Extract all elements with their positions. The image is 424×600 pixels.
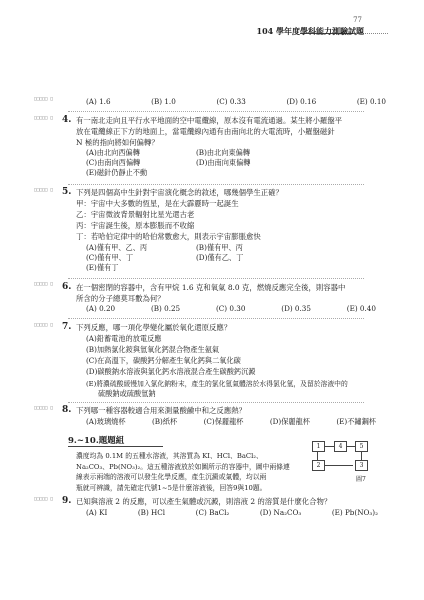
page-number: 77: [353, 16, 362, 24]
section-title: 9.~10.題題組: [68, 436, 125, 446]
q5-option-d: (D)僅有乙、丁: [196, 253, 244, 262]
passage-line: 線表示兩端的溶液可以發生化學反應，產生沉澱或氣體，均以兩: [76, 473, 267, 481]
figure-caption: 圖7: [356, 476, 366, 483]
q8-option-a: (A)玻璃燒杯: [86, 417, 126, 426]
section-passage: [76, 451, 306, 493]
q9-option-e: (E) Pb(NO₃)₂: [331, 508, 378, 517]
question-5-options: [86, 243, 326, 273]
container-4: 4: [334, 441, 347, 452]
answer-mark-box: □□□□□ □: [34, 97, 53, 102]
separator: [68, 278, 364, 279]
q4-option-a: (A)由北向西偏轉: [86, 148, 140, 157]
answer-mark-box: □□□□□ □: [34, 116, 53, 121]
question-line: 在一個密閉的容器中，含有甲烷 1.6 克和氧氣 8.0 克，燃燒反應完全後，則容器中: [76, 283, 346, 292]
answer-mark-box: □□□□□ □: [34, 323, 53, 328]
q3-options: [86, 97, 386, 106]
q6-option-b: (B) 0.25: [150, 304, 181, 313]
q7-option-e: (E)將濃硫酸緩慢加入氯化鈉粉末，產生的氯化氫氣體溶於水得氯化氫，及留於溶液中的: [86, 380, 348, 388]
question-8-number: 8.: [62, 405, 72, 415]
q8-option-b: (B)紙杯: [151, 417, 178, 426]
q6-option-a: (A) 0.20: [86, 304, 116, 313]
q4-option-b: (B)由北向東偏轉: [196, 148, 251, 157]
q3-option-c: (C) 0.33: [216, 97, 246, 106]
q7-option-d: (D)碳酸鈉水溶液與氯化鈣水溶液混合產生碳酸鈣沉澱: [86, 367, 256, 376]
q5-option-a: (A)僅有甲、乙、丙: [86, 243, 148, 252]
question-4-options: [86, 148, 326, 178]
passage-line: Na₂CO₃、Pb(NO₃)₂。這五種溶液放於如圖所示的容器中，圖中兩條連: [76, 462, 290, 471]
container-diagram: [312, 441, 382, 483]
question-8-options: [86, 417, 376, 427]
question-line: 下列哪一種容器較適合用來測量酸鹼中和之反應熱？: [76, 406, 246, 415]
question-line: 下列是四個高中生針對宇宙演化概念的敘述，哪幾個學生正確？: [76, 188, 283, 197]
q7-option-b: (B)加熱氯化銨與氫氧化鈣混合物產生氨氣: [86, 345, 220, 354]
question-6-options: [86, 304, 376, 313]
question-7-options: [86, 334, 386, 400]
q3-option-a: (A) 1.6: [86, 97, 111, 106]
q8-option-d: (D)保麗龍杯: [269, 417, 310, 426]
separator: [68, 111, 364, 112]
page-title: 104 學年度學科能力測驗試題: [256, 26, 364, 36]
q9-option-c: (C) BaCl₂: [195, 508, 230, 517]
question-line: 甲：宇宙中大多數的恆星，是在大霹靂時一起誕生: [76, 199, 239, 208]
question-5-text: [76, 187, 376, 242]
q9-option-d: (D) Na₂CO₃: [259, 508, 302, 517]
answer-mark-box: □□□□□ □: [34, 282, 53, 287]
q3-option-d: (D) 0.16: [286, 97, 317, 106]
question-9-number: 9.: [62, 496, 72, 506]
question-7-text: [76, 322, 376, 333]
answer-mark-box: □□□□□ □: [34, 497, 53, 502]
q3-option-b: (B) 1.0: [151, 97, 176, 106]
q5-option-e: (E)僅有丁: [86, 263, 119, 272]
question-9-text: [76, 496, 376, 507]
q7-option-a: (A)鉛蓄電池的放電反應: [86, 334, 162, 343]
q4-option-d: (D)由南向東偏轉: [196, 158, 251, 167]
question-4-text: [76, 115, 376, 148]
passage-line: 濃度均為 0.1M 的五種水溶液，其溶質為 KI、HCl、BaCl₂、: [76, 452, 263, 460]
passage-line: 瓶就可辨識，請先確定代號1~5是什麼溶液後，回答9與10題。: [76, 483, 267, 492]
q6-option-d: (D) 0.35: [281, 304, 311, 313]
question-7-number: 7.: [62, 322, 72, 332]
q5-option-b: (B)僅有甲、丙: [196, 243, 243, 252]
question-line: 丙：宇宙誕生後，原本膨脹而不收縮: [76, 221, 195, 230]
question-line: 所含的分子總莫耳數為何？: [76, 294, 165, 303]
q9-option-a: (A) KI: [86, 508, 108, 517]
q6-option-c: (C) 0.30: [216, 304, 246, 313]
separator: [68, 184, 364, 185]
question-6-number: 6.: [62, 282, 72, 292]
separator: [68, 318, 364, 319]
question-line: 已知與溶液 2 的反應，可以產生氣體或沉澱，則溶液 2 的溶質是什麼化合物？: [76, 497, 332, 506]
question-line: 有一南北走向且平行水平地面的空中電纜線，原本沒有電流通過。某生將小羅盤平: [76, 116, 343, 125]
question-line: 放在電纜線正下方的地面上，當電纜線內通有由南向北的大電流時，小羅盤磁針: [76, 127, 335, 136]
answer-mark-box: □□□□□ □: [34, 188, 53, 193]
q9-option-b: (B) HCl: [137, 508, 166, 517]
question-line: 丁：若哈伯定律中的哈伯常數愈大，則表示宇宙膨脹愈快: [76, 232, 261, 241]
q5-option-c: (C)僅有甲、丁: [86, 253, 134, 262]
q4-option-c: (C)由南向西偏轉: [86, 158, 141, 167]
connector-line: [323, 465, 353, 466]
question-9-options: [86, 508, 378, 517]
q3-option-e: (E) 0.10: [356, 97, 386, 106]
question-line: 下列反應，哪一項化學變化屬於氧化還原反應？: [76, 323, 232, 332]
question-line: 乙：宇宙微波背景輻射比星光還古老: [76, 210, 195, 219]
container-3: 3: [355, 460, 368, 471]
q7-option-e-cont: 硫酸鈉或硫酸氫鈉: [98, 389, 156, 398]
q6-option-e: (E) 0.40: [346, 304, 376, 313]
answer-mark-box: □□□□□ □: [34, 406, 53, 411]
question-5-number: 5.: [62, 187, 72, 197]
container-2: 2: [312, 460, 325, 471]
question-line: N 極的指向將如何偏轉？: [76, 138, 159, 147]
separator: [68, 402, 364, 403]
container-5: 5: [355, 441, 368, 452]
q4-option-e: (E)磁針仍靜止不動: [86, 168, 148, 177]
q8-option-e: (E)不鏽鋼杯: [336, 417, 376, 426]
question-6-text: [76, 282, 376, 304]
question-4-number: 4.: [62, 115, 72, 125]
q7-option-c: (C)在高溫下，碳酸鈣分解產生氧化鈣與二氧化碳: [86, 356, 241, 365]
container-1: 1: [312, 441, 325, 452]
section-title-underline: [68, 446, 163, 447]
q8-option-c: (C)保麗龍杯: [203, 417, 244, 426]
question-8-text: [76, 405, 376, 416]
